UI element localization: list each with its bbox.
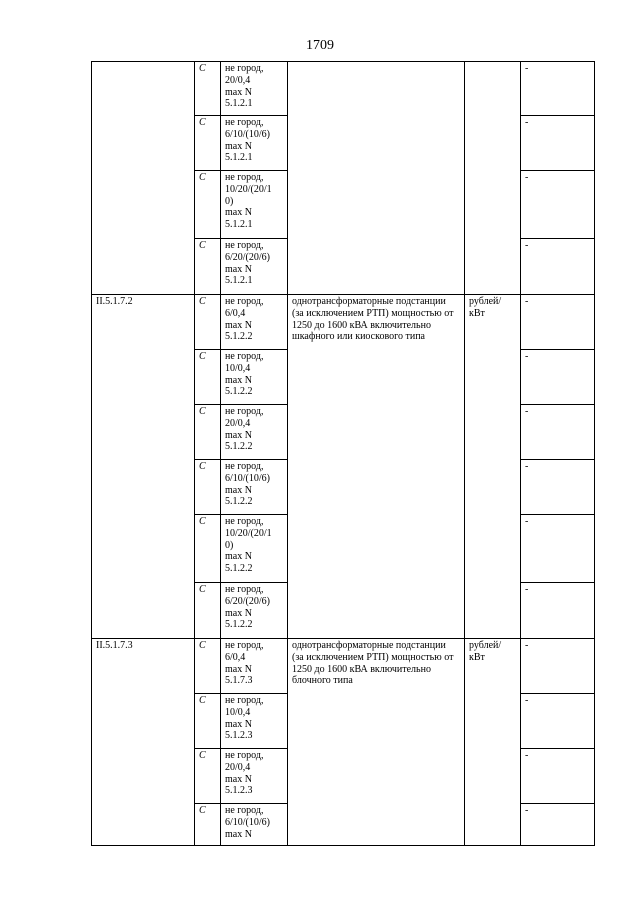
category-mark: С xyxy=(195,350,221,405)
voltage-label: не город, 20/0,4 max N 5.1.2.2 xyxy=(225,406,264,453)
row-code xyxy=(92,62,195,295)
value-cell: - xyxy=(521,350,595,405)
voltage-cell xyxy=(221,694,288,749)
category-mark: С xyxy=(195,639,221,694)
voltage-cell xyxy=(221,515,288,583)
unit-cell xyxy=(465,639,521,846)
value-cell: - xyxy=(521,515,595,583)
unit-cell xyxy=(465,295,521,639)
voltage-cell xyxy=(221,405,288,460)
row-code: II.5.1.7.2 xyxy=(92,295,195,639)
voltage-label: не город, 6/20/(20/6) max N 5.1.2.2 xyxy=(225,584,270,631)
category-mark: С xyxy=(195,405,221,460)
voltage-label: не город, 6/0,4 max N 5.1.7.3 xyxy=(225,640,264,687)
unit-cell xyxy=(465,62,521,295)
voltage-cell xyxy=(221,116,288,171)
voltage-label: не город, 10/20/(20/1 0) max N 5.1.2.2 xyxy=(225,516,272,575)
value-cell: - xyxy=(521,583,595,639)
value-cell: - xyxy=(521,116,595,171)
tariff-table xyxy=(91,61,595,846)
page-number: 1709 xyxy=(306,38,334,53)
voltage-cell xyxy=(221,804,288,846)
substation-description: однотрансформаторные подстанции (за исключением РТП) мощностью от 1250 до 1600 кВА включительно шкафного или киоскового типа xyxy=(288,295,465,639)
unit-label: рублей/ кВт xyxy=(469,296,502,319)
category-mark: С xyxy=(195,515,221,583)
voltage-cell xyxy=(221,350,288,405)
category-mark: С xyxy=(195,749,221,804)
value-cell: - xyxy=(521,62,595,116)
voltage-label: не город, 20/0,4 max N 5.1.2.3 xyxy=(225,750,264,797)
table-row xyxy=(92,639,595,694)
substation-description xyxy=(288,62,465,295)
voltage-label: не город, 6/10/(10/6) max N xyxy=(225,805,270,840)
value-cell: - xyxy=(521,639,595,694)
voltage-cell xyxy=(221,460,288,515)
category-mark: С xyxy=(195,583,221,639)
category-mark: С xyxy=(195,239,221,295)
voltage-cell xyxy=(221,239,288,295)
row-code: II.5.1.7.3 xyxy=(92,639,195,846)
voltage-label: не город, 6/0,4 max N 5.1.2.2 xyxy=(225,296,264,343)
category-mark: С xyxy=(195,62,221,116)
table-body xyxy=(92,62,595,846)
voltage-label: не город, 10/0,4 max N 5.1.2.3 xyxy=(225,695,264,742)
voltage-label: не город, 10/0,4 max N 5.1.2.2 xyxy=(225,351,264,398)
voltage-label: не город, 6/10/(10/6) max N 5.1.2.1 xyxy=(225,117,270,164)
value-cell: - xyxy=(521,694,595,749)
value-cell: - xyxy=(521,171,595,239)
value-cell: - xyxy=(521,749,595,804)
voltage-cell xyxy=(221,62,288,116)
category-mark: С xyxy=(195,694,221,749)
category-mark: С xyxy=(195,295,221,350)
voltage-cell xyxy=(221,749,288,804)
voltage-cell xyxy=(221,171,288,239)
voltage-label: не город, 6/20/(20/6) max N 5.1.2.1 xyxy=(225,240,270,287)
voltage-label: не город, 10/20/(20/1 0) max N 5.1.2.1 xyxy=(225,172,272,231)
value-cell: - xyxy=(521,804,595,846)
table-row xyxy=(92,62,595,116)
category-mark: С xyxy=(195,460,221,515)
voltage-label: не город, 20/0,4 max N 5.1.2.1 xyxy=(225,63,264,110)
value-cell: - xyxy=(521,460,595,515)
value-cell: - xyxy=(521,239,595,295)
voltage-label: не город, 6/10/(10/6) max N 5.1.2.2 xyxy=(225,461,270,508)
value-cell: - xyxy=(521,405,595,460)
value-cell: - xyxy=(521,295,595,350)
category-mark: С xyxy=(195,116,221,171)
table-row xyxy=(92,295,595,350)
unit-label: рублей/ кВт xyxy=(469,640,502,663)
category-mark: С xyxy=(195,171,221,239)
voltage-cell xyxy=(221,583,288,639)
substation-description: однотрансформаторные подстанции (за исключением РТП) мощностью от 1250 до 1600 кВА включительно блочного типа xyxy=(288,639,465,846)
voltage-cell xyxy=(221,295,288,350)
category-mark: С xyxy=(195,804,221,846)
voltage-cell xyxy=(221,639,288,694)
